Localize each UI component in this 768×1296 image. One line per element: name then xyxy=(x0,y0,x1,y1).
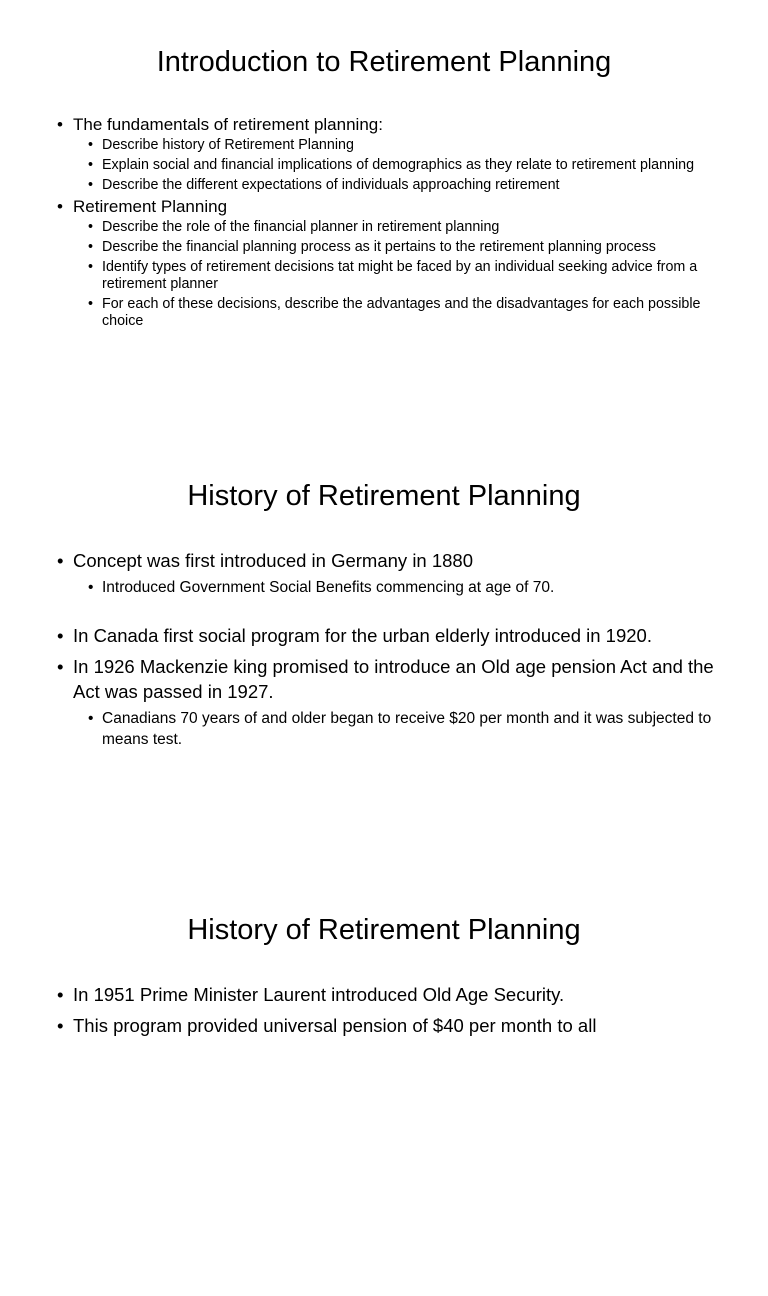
bullet-list xyxy=(0,982,768,1038)
slide-title: History of Retirement Planning xyxy=(187,480,581,512)
sub-bullet-item: • Describe the role of the financial planner in retirement planning xyxy=(0,219,768,236)
bullet-item: • Concept was first introduced in Germany in 1880 xyxy=(0,548,768,573)
bullet-list xyxy=(0,548,768,750)
bullet-item: • In Canada first social program for the urban elderly introduced in 1920. xyxy=(0,623,768,648)
bullet-item: • This program provided universal pension of $40 per month to all xyxy=(0,1013,768,1038)
sub-bullet-item: • Introduced Government Social Benefits commencing at age of 70. xyxy=(0,577,768,598)
slide-introduction xyxy=(0,0,768,432)
bullet-item: • In 1926 Mackenzie king promised to introduce an Old age pension Act and the Act was passed in 1927. xyxy=(0,654,768,704)
bullet-item: • The fundamentals of retirement planning: xyxy=(0,114,768,136)
slide-history-2 xyxy=(0,864,768,1296)
slide-title: Introduction to Retirement Planning xyxy=(156,46,612,78)
bullet-list xyxy=(0,114,768,330)
slide-history-1 xyxy=(0,432,768,864)
sub-bullet-item: • For each of these decisions, describe the advantages and the disadvantages for each possible choice xyxy=(0,296,768,330)
sub-bullet-item: • Explain social and financial implications of demographics as they relate to retirement planning xyxy=(0,157,768,174)
bullet-item: • Retirement Planning xyxy=(0,196,768,218)
sub-bullet-item: • Describe the different expectations of individuals approaching retirement xyxy=(0,177,768,194)
sub-bullet-item: • Describe the financial planning process as it pertains to the retirement planning process xyxy=(0,239,768,256)
slide-title: History of Retirement Planning xyxy=(187,914,581,946)
sub-bullet-item: • Describe history of Retirement Planning xyxy=(0,137,768,154)
sub-bullet-item: • Identify types of retirement decisions tat might be faced by an individual seeking advice from a retirement planner xyxy=(0,259,768,293)
bullet-item: • In 1951 Prime Minister Laurent introduced Old Age Security. xyxy=(0,982,768,1007)
sub-bullet-item: • Canadians 70 years of and older began to receive $20 per month and it was subjected to means test. xyxy=(0,708,768,750)
